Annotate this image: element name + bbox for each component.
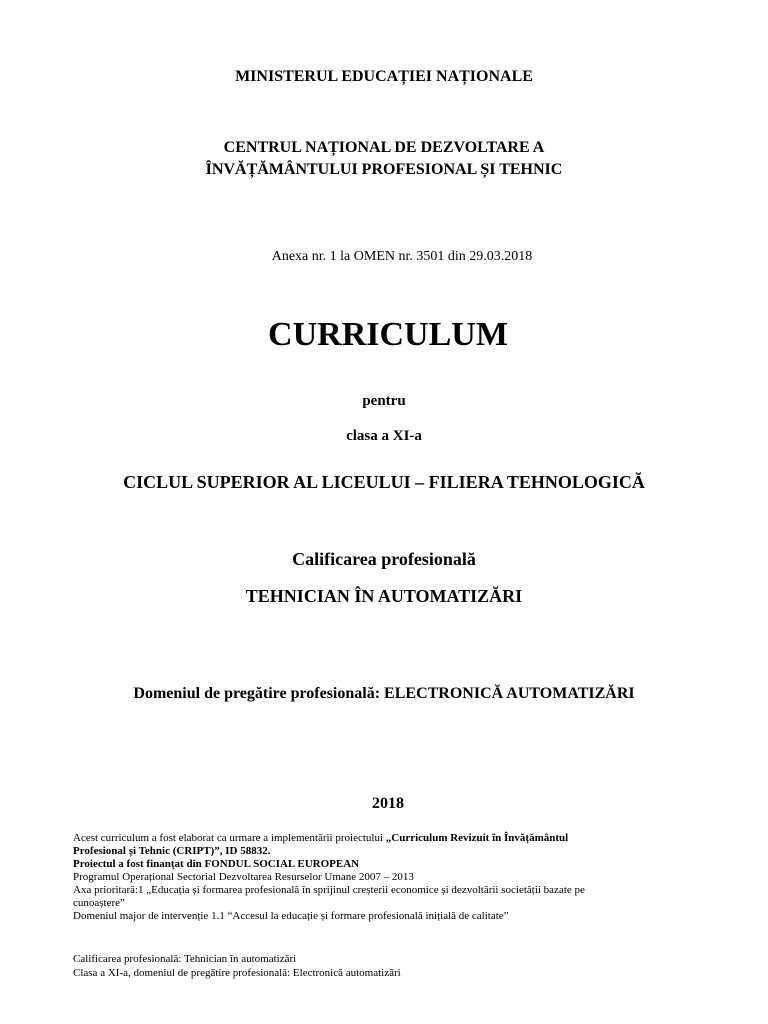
funding-line-5: Axa prioritară:1 „Educația și formarea profesională în sprijinul creșterii economice și dezvoltării societății bazate pe [73,884,585,896]
funding-line-1-bold: „Curriculum Revizuit în Învățământul [385,832,569,844]
qualification-name: TEHNICIAN ÎN AUTOMATIZĂRI [245,586,523,606]
funding-line-1 [73,832,703,845]
for-label: pentru [362,393,406,409]
funding-line-1-regular: Acest curriculum a fost elaborat ca urmare a implementării proiectului [73,832,386,844]
footer-qualification: Calificarea profesională: Tehnician în automatizări [73,953,297,965]
class-label: clasa a XI-a [346,428,422,444]
project-funding-note [73,832,703,923]
footer-class-domain: Clasa a XI-a, domeniul de pregătire profesională: Electronică automatizări [73,967,401,979]
funding-line-2: Profesional și Tehnic (CRIPT)”, ID 58832. [73,845,271,857]
ministry-title: MINISTERUL EDUCAȚIEI NAȚIONALE [235,68,533,85]
funding-line-7: Domeniul major de intervenție 1.1 “Accesul la educație și formare profesională inițială de calitate” [73,910,509,922]
funding-line-6: cunoaștere” [73,897,125,909]
center-title-line2: ÎNVĂȚĂMÂNTULUI PROFESIONAL ȘI TEHNIC [205,161,563,178]
training-domain [0,685,768,703]
annex-reference: Anexa nr. 1 la OMEN nr. 3501 din 29.03.2018 [271,249,533,264]
cycle-heading: CICLUL SUPERIOR AL LICEULUI – FILIERA TEHNOLOGICĂ [123,472,645,492]
center-title-line1: CENTRUL NAȚIONAL DE DEZVOLTARE A [223,139,545,156]
training-domain-label: Domeniul de pregătire profesională: [133,685,381,702]
document-year: 2018 [372,795,404,812]
training-domain-value: ELECTRONICĂ AUTOMATIZĂRI [384,685,635,702]
funding-line-4: Programul Operațional Sectorial Dezvoltarea Resurselor Umane 2007 – 2013 [73,871,414,883]
page-footer [73,952,703,980]
funding-line-3: Proiectul a fost finanțat din FONDUL SOCIAL EUROPEAN [73,858,360,870]
qualification-label: Calificarea profesională [292,549,476,569]
document-title: CURRICULUM [268,316,508,353]
